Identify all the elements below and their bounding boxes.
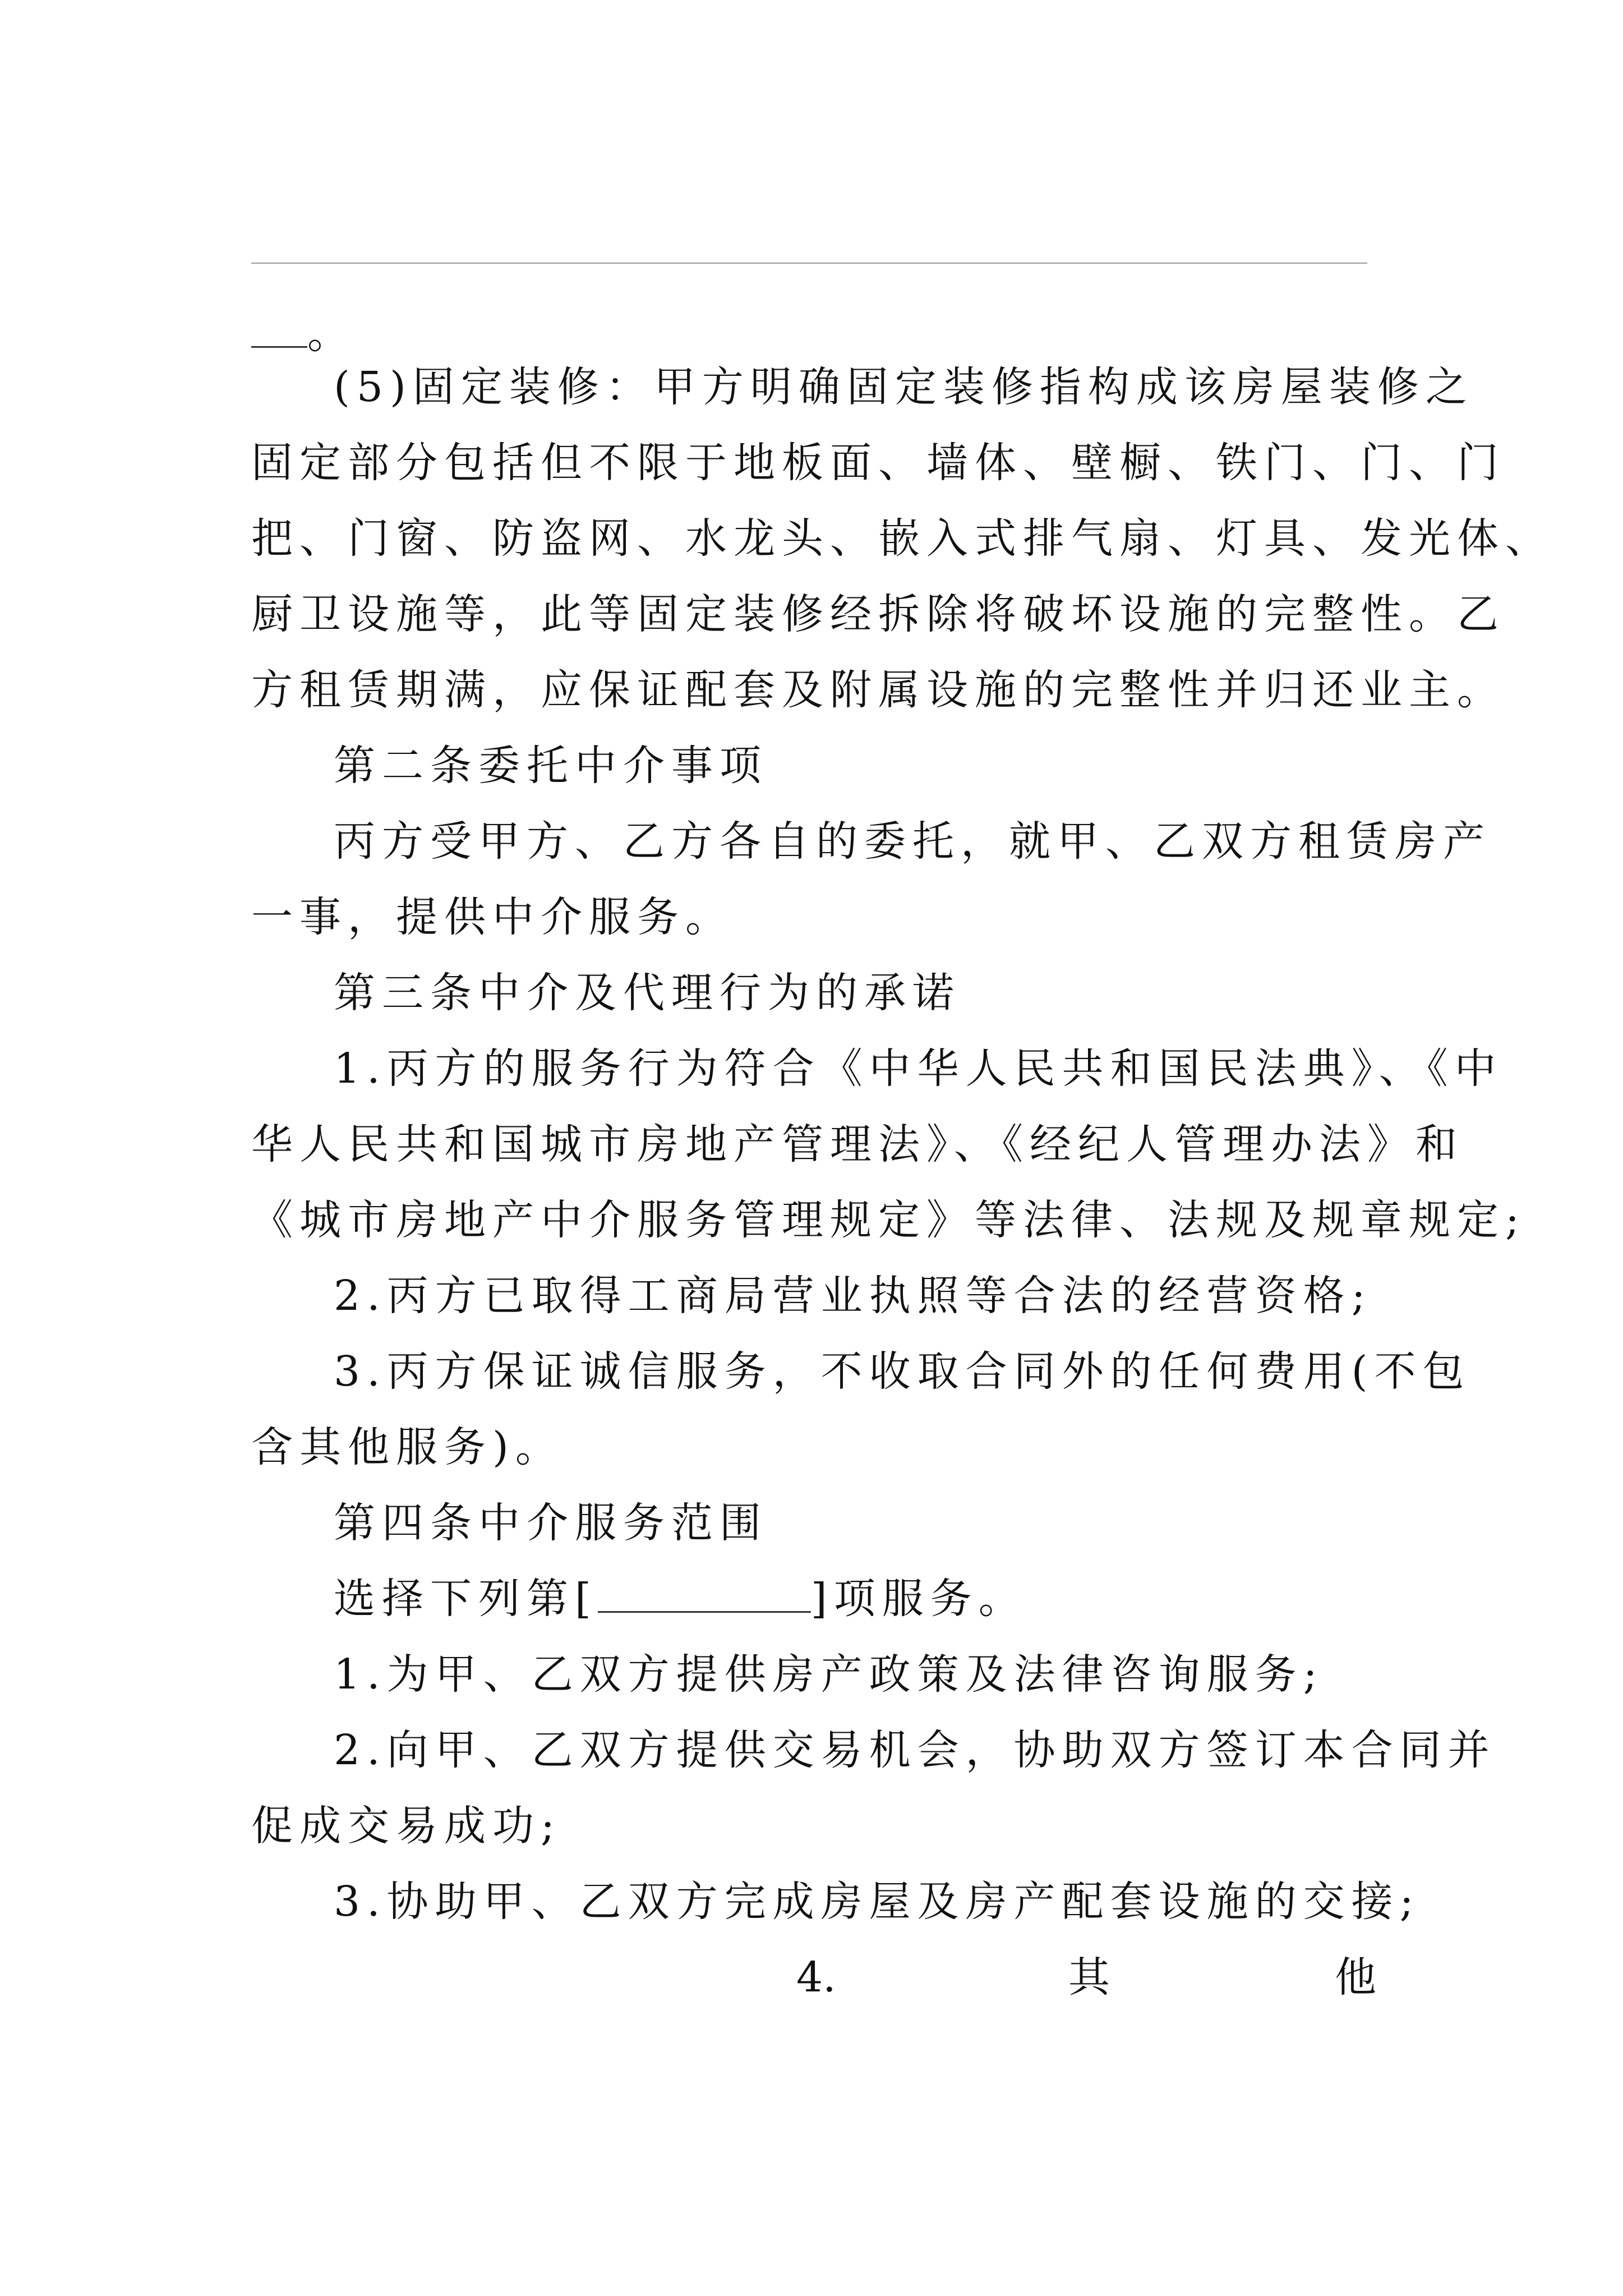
- paragraph-line: [251, 306, 1378, 362]
- line-text: 选择下列第[: [334, 1575, 598, 1623]
- paragraph-line: 其: [1068, 1953, 1110, 2001]
- paragraph-line: 2.丙方已取得工商局营业执照等合法的经营资格;: [334, 1272, 1372, 1320]
- paragraph-line: 丙方受甲方、乙方各自的委托，就甲、乙双方租赁房产: [334, 817, 1491, 866]
- section-heading: 第四条中介服务范围: [334, 1499, 768, 1547]
- blank-underline: [251, 315, 307, 348]
- fill-in-underline: [251, 263, 1367, 264]
- paragraph-line: 厨卫设施等，此等固定装修经拆除将破坏设施的完整性。乙: [251, 590, 1505, 638]
- blank-underline: [598, 1580, 811, 1613]
- paragraph-line: 1.丙方的服务行为符合《中华人民共和国民法典》、《中: [334, 1045, 1503, 1093]
- paragraph-line: [334, 1571, 1461, 1627]
- paragraph-line: 把、门窗、防盗网、水龙头、嵌入式排气扇、灯具、发光体、: [251, 514, 1553, 563]
- section-heading: 第三条中介及代理行为的承诺: [334, 969, 961, 1017]
- line-text: 。: [307, 310, 356, 358]
- paragraph-line: (5)固定装修：甲方明确固定装修指构成该房屋装修之: [334, 363, 1474, 411]
- paragraph-line: 他: [1335, 1953, 1376, 2001]
- paragraph-line: 华人民共和国城市房地产管理法》、《经纪人管理办法》和: [251, 1120, 1464, 1168]
- paragraph-line: 促成交易成功;: [251, 1802, 561, 1850]
- paragraph-line: 方租赁期满，应保证配套及附属设施的完整性并归还业主。: [251, 666, 1505, 714]
- paragraph-line: 一事，提供中介服务。: [251, 893, 734, 941]
- paragraph-line: 3.协助甲、乙双方完成房屋及房产配套设施的交接;: [334, 1878, 1421, 1926]
- paragraph-line: 1.为甲、乙双方提供房产政策及法律咨询服务;: [334, 1650, 1324, 1699]
- paragraph-line: 《城市房地产中介服务管理规定》等法律、法规及规章规定;: [251, 1196, 1526, 1244]
- paragraph-line: 2.向甲、乙双方提供交易机会，协助双方签订本合同并: [334, 1726, 1496, 1774]
- paragraph-line: 4.: [796, 1953, 836, 2001]
- section-heading: 第二条委托中介事项: [334, 742, 768, 790]
- paragraph-line: 含其他服务)。: [251, 1423, 564, 1471]
- paragraph-line: 固定部分包括但不限于地板面、墙体、壁橱、铁门、门、门: [251, 439, 1505, 487]
- paragraph-line: 3.丙方保证诚信服务，不收取合同外的任何费用(不包: [334, 1347, 1471, 1396]
- line-text: ]项服务。: [810, 1575, 1027, 1623]
